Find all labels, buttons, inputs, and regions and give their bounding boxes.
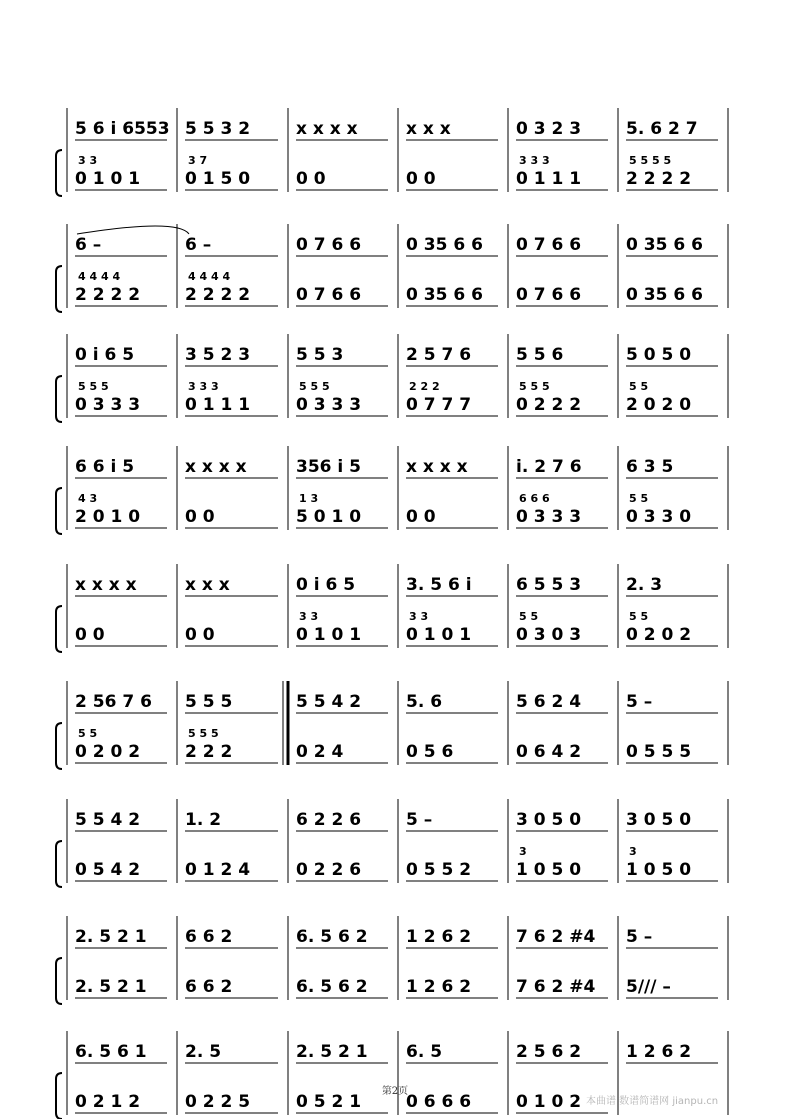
accompaniment-measure: 5 0 1 0	[296, 507, 362, 527]
melody-measure: 5 5 4 2	[75, 810, 141, 830]
melody-measure: 1. 2	[185, 810, 222, 830]
melody-measure: 6 2 2 6	[296, 810, 362, 830]
accompaniment-measure: 0 6 6 6	[406, 1092, 472, 1112]
melody-measure: 3. 5 6 i	[406, 575, 472, 595]
system-brace	[56, 606, 62, 652]
accompaniment-measure: 0 2 0 2	[75, 742, 141, 762]
figure-marks: 3 7	[188, 154, 208, 167]
page-number: 第2页	[381, 1086, 409, 1097]
figure-marks: 5 5	[78, 727, 98, 740]
figure-marks: 5 5	[629, 380, 649, 393]
melody-measure: 5 6 i 6553	[75, 119, 170, 139]
accompaniment-measure: 0 2 4	[296, 742, 344, 762]
melody-measure: 5 6 2 4	[516, 692, 582, 712]
accompaniment-measure: 0 1 1 1	[185, 395, 251, 415]
melody-measure: 6 –	[75, 235, 102, 255]
melody-measure: 0 35 6 6	[626, 235, 703, 255]
system-brace	[56, 958, 62, 1004]
accompaniment-measure: 0 2 2 2	[516, 395, 582, 415]
system-row	[56, 916, 728, 1004]
melody-measure: 6 5 5 3	[516, 575, 582, 595]
melody-measure: x x x x	[296, 119, 358, 139]
accompaniment-measure: 0 1 1 1	[516, 169, 582, 189]
melody-measure: i. 2 7 6	[516, 457, 582, 477]
melody-measure: 2 56 7 6	[75, 692, 152, 712]
accompaniment-measure: 0 3 0 3	[516, 625, 582, 645]
melody-measure: 6. 5	[406, 1042, 443, 1062]
accompaniment-measure: 0 7 6 6	[296, 285, 362, 305]
system-row	[56, 681, 728, 769]
melody-measure: 0 i 6 5	[75, 345, 135, 365]
figure-marks: 2 2 2	[409, 380, 440, 393]
melody-measure: 5 5 5	[185, 692, 233, 712]
melody-measure: 6 6 2	[185, 927, 233, 947]
melody-measure: 3 5 2 3	[185, 345, 251, 365]
figure-marks: 5 5 5 5	[629, 154, 672, 167]
melody-measure: 5 –	[626, 692, 653, 712]
melody-measure: 6 –	[185, 235, 212, 255]
melody-measure: 5 –	[406, 810, 433, 830]
system-row	[56, 799, 728, 887]
accompaniment-measure: 2 2 2 2	[185, 285, 251, 305]
melody-measure: 3 0 5 0	[626, 810, 692, 830]
melody-measure: 2. 3	[626, 575, 663, 595]
accompaniment-measure: 0 5 6	[406, 742, 454, 762]
figure-marks: 6 6 6	[519, 492, 550, 505]
figure-marks: 5 5 5	[188, 727, 219, 740]
accompaniment-measure: 0 5 5 5	[626, 742, 692, 762]
system-brace	[56, 488, 62, 534]
accompaniment-measure: 2 2 2	[185, 742, 233, 762]
accompaniment-measure: 0 3 3 3	[75, 395, 141, 415]
accompaniment-measure: 0 5 5 2	[406, 860, 472, 880]
accompaniment-measure: 1 0 5 0	[626, 860, 692, 880]
system-brace	[56, 376, 62, 422]
figure-marks: 5 5 5	[299, 380, 330, 393]
melody-measure: 6 6 i 5	[75, 457, 135, 477]
accompaniment-measure: 0 7 6 6	[516, 285, 582, 305]
figure-marks: 3 3	[409, 610, 429, 623]
system-brace	[56, 723, 62, 769]
accompaniment-measure: 0 0	[185, 625, 215, 645]
accompaniment-measure: 0 0	[75, 625, 105, 645]
melody-measure: 5 0 5 0	[626, 345, 692, 365]
accompaniment-measure: 0 0	[296, 169, 326, 189]
accompaniment-measure: 0 5 2 1	[296, 1092, 362, 1112]
melody-measure: 7 6 2 #4	[516, 927, 596, 947]
figure-marks: 1 3	[299, 492, 319, 505]
figure-marks: 5 5	[629, 492, 649, 505]
melody-measure: 1 2 6 2	[626, 1042, 692, 1062]
accompaniment-measure: 7 6 2 #4	[516, 977, 596, 997]
accompaniment-measure: 0 1 0 1	[406, 625, 472, 645]
accompaniment-measure: 0 1 2 4	[185, 860, 251, 880]
figure-marks: 4 4 4 4	[188, 270, 231, 283]
system-brace	[56, 150, 62, 196]
system-row	[56, 446, 728, 534]
system-row	[56, 108, 728, 196]
melody-measure: 6. 5 6 1	[75, 1042, 147, 1062]
accompaniment-measure: 0 2 1 2	[75, 1092, 141, 1112]
accompaniment-measure: 5/// –	[626, 977, 671, 997]
figure-marks: 3	[629, 845, 637, 858]
accompaniment-measure: 6 6 2	[185, 977, 233, 997]
melody-measure: 0 35 6 6	[406, 235, 483, 255]
accompaniment-measure: 6. 5 6 2	[296, 977, 368, 997]
system-row	[56, 224, 728, 312]
melody-measure: 0 7 6 6	[296, 235, 362, 255]
melody-measure: 5 5 3 2	[185, 119, 251, 139]
accompaniment-measure: 0 35 6 6	[406, 285, 483, 305]
watermark: 本曲谱 数谱简谱网 jianpu.cn	[586, 1096, 719, 1107]
accompaniment-measure: 0 1 0 1	[75, 169, 141, 189]
accompaniment-measure: 0 1 0 2	[516, 1092, 582, 1112]
melody-measure: x x x x	[185, 457, 247, 477]
figure-marks: 4 3	[78, 492, 98, 505]
melody-measure: 5 5 4 2	[296, 692, 362, 712]
melody-measure: 1 2 6 2	[406, 927, 472, 947]
melody-measure: 2. 5	[185, 1042, 222, 1062]
accompaniment-measure: 0 3 3 0	[626, 507, 692, 527]
figure-marks: 5 5	[629, 610, 649, 623]
figure-marks: 3 3 3	[188, 380, 219, 393]
system-brace	[56, 266, 62, 312]
system-row	[56, 334, 728, 422]
accompaniment-measure: 0 2 2 5	[185, 1092, 251, 1112]
melody-measure: 5 –	[626, 927, 653, 947]
accompaniment-measure: 0 7 7 7	[406, 395, 472, 415]
accompaniment-measure: 0 3 3 3	[516, 507, 582, 527]
melody-measure: 2. 5 2 1	[296, 1042, 368, 1062]
melody-measure: 5 5 3	[296, 345, 344, 365]
accompaniment-measure: 0 1 0 1	[296, 625, 362, 645]
melody-measure: x x x x	[406, 457, 468, 477]
accompaniment-measure: 0 2 2 6	[296, 860, 362, 880]
accompaniment-measure: 0 3 3 3	[296, 395, 362, 415]
melody-measure: 356 i 5	[296, 457, 361, 477]
melody-measure: 2. 5 2 1	[75, 927, 147, 947]
accompaniment-measure: 1 2 6 2	[406, 977, 472, 997]
accompaniment-measure: 0 5 4 2	[75, 860, 141, 880]
accompaniment-measure: 2. 5 2 1	[75, 977, 147, 997]
melody-measure: x x x	[406, 119, 451, 139]
accompaniment-measure: 0 2 0 2	[626, 625, 692, 645]
figure-marks: 4 4 4 4	[78, 270, 121, 283]
figure-marks: 3 3	[299, 610, 319, 623]
tie-arc	[77, 226, 189, 234]
accompaniment-measure: 0 0	[406, 169, 436, 189]
system-brace	[56, 841, 62, 887]
figure-marks: 3 3	[78, 154, 98, 167]
melody-measure: x x x x	[75, 575, 137, 595]
accompaniment-measure: 2 2 2 2	[626, 169, 692, 189]
accompaniment-measure: 2 2 2 2	[75, 285, 141, 305]
figure-marks: 5 5	[519, 610, 539, 623]
accompaniment-measure: 0 0	[185, 507, 215, 527]
figure-marks: 3 3 3	[519, 154, 550, 167]
melody-measure: 2 5 6 2	[516, 1042, 582, 1062]
melody-measure: 6. 5 6 2	[296, 927, 368, 947]
melody-measure: 5. 6	[406, 692, 443, 712]
melody-measure: 0 7 6 6	[516, 235, 582, 255]
figure-marks: 3	[519, 845, 527, 858]
melody-measure: 0 3 2 3	[516, 119, 582, 139]
melody-measure: 3 0 5 0	[516, 810, 582, 830]
accompaniment-measure: 0 1 5 0	[185, 169, 251, 189]
accompaniment-measure: 0 35 6 6	[626, 285, 703, 305]
accompaniment-measure: 0 6 4 2	[516, 742, 582, 762]
melody-measure: 6 3 5	[626, 457, 674, 477]
accompaniment-measure: 0 0	[406, 507, 436, 527]
accompaniment-measure: 2 0 1 0	[75, 507, 141, 527]
accompaniment-measure: 1 0 5 0	[516, 860, 582, 880]
melody-measure: 5. 6 2 7	[626, 119, 698, 139]
melody-measure: 2 5 7 6	[406, 345, 472, 365]
accompaniment-measure: 2 0 2 0	[626, 395, 692, 415]
figure-marks: 5 5 5	[78, 380, 109, 393]
melody-measure: 0 i 6 5	[296, 575, 356, 595]
system-row	[56, 564, 728, 652]
melody-measure: 5 5 6	[516, 345, 564, 365]
figure-marks: 5 5 5	[519, 380, 550, 393]
melody-measure: x x x	[185, 575, 230, 595]
